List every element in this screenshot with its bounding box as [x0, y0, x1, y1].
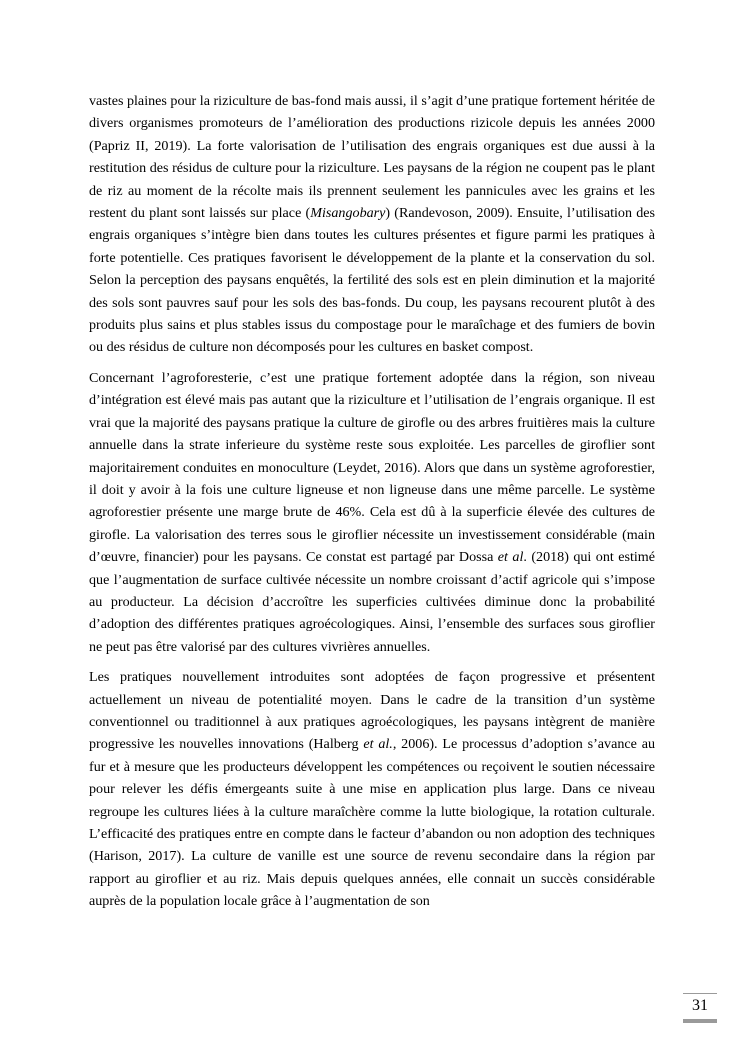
text-run: . (2018) qui ont estimé que l’augmentation de surface cultivée nécessite un nombre croissant d’actif agricole qui s’impose au producteur. La décision d’accroître les superficies cultivées diminue donc la probabilité d’adoption des différentes pratiques agroécologiques. Ainsi, l’ensemble des surfaces sous giroflier ne peut pas être valorisé par des cultures vivrières annuelles. — [89, 549, 656, 655]
text-run: vastes plaines pour la riziculture de bas-fond mais aussi, il s’agit d’une pratique fortement héritée de divers organismes promoteurs de l’amélioration des productions rizicole depuis les années 2000 (Papriz II, 2019). La forte valorisation de l’utilisation des engrais organiques est due aussi à la restitution des résidus de culture pour la riziculture. Les paysans de la région ne coupent pas le plant de riz au moment de la récolte mais ils prennent seulement les pannicules avec les grains et les restent du plant sont laissés sur place ( — [89, 93, 655, 222]
page-number-bar — [683, 1019, 717, 1023]
italic-text-run: Misangobary — [310, 205, 386, 222]
text-run: ) (Randevoson, 2009). Ensuite, l’utilisation des engrais organiques s’intègre bien dans toutes les cultures présentes et figure parmi les pratiques à forte potentielle. Ces pratiques favorisent le développement de la plante et la conservation du sol. Selon la perception des paysans enquêtés, la fertilité des sols est en plein diminution et la majorité des sols sont pauvres sauf pour les sols des bas-fonds. Du coup, les paysans recourent plutôt à des produits plus sains et plus stables issus du compostage pour le maraîchage et des fumiers de bovin ou des résidus de culture non décomposés pour les cultures en basket compost. — [89, 205, 655, 356]
italic-text-run: et al. — [363, 736, 393, 753]
paragraph — [89, 666, 655, 912]
paragraph — [89, 367, 655, 658]
page-number: 31 — [692, 997, 708, 1014]
page-number-box — [683, 993, 717, 1020]
text-run: Les pratiques nouvellement introduites sont adoptées de façon progressive et présentent actuellement un niveau de potentialité moyen. Dans le cadre de la transition d’un système conventionnel ou traditionnel à aux pratiques agroécologiques, les paysans intègrent de manière progressive les nouvelles innovations (Halberg — [89, 669, 655, 753]
italic-text-run: et al — [497, 549, 524, 566]
paragraph — [89, 90, 655, 359]
text-run: Concernant l’agroforesterie, c’est une pratique fortement adoptée dans la région, son niveau d’intégration est élevé mais pas autant que la riziculture et l’utilisation de l’engrais organique. Il est vrai que la majorité des paysans pratique la culture de girofle ou des arbres fruitières mais la culture annuelle dans la strate inferieure du système reste sous exploitée. Les parcelles de giroflier sont majoritairement conduites en monoculture (Leydet, 2016). Alors que dans un système agroforestier, il doit y avoir à la fois une culture ligneuse et non ligneuse dans une même parcelle. Le système agroforestier présente une marge brute de 46%. Cela est dû à la superficie élevée des cultures de girofle. La valorisation des terres sous le giroflier nécessite un investissement considérable (main d’œuvre, financier) pour les paysans. Ce constat est partagé par Dossa — [89, 369, 655, 566]
page-body — [89, 90, 655, 921]
text-run: , 2006). Le processus d’adoption s’avance au fur et à mesure que les producteurs développent les compétences ou reçoivent le soutien nécessaire pour relever les défis émergeants suite à une mise en application plus large. Dans ce niveau regroupe les cultures liées à la culture maraîchère comme la lutte biologique, la rotation culturale. L’efficacité des pratiques entre en compte dans le facteur d’abandon ou non adoption des techniques (Harison, 2017). La culture de vanille est une source de revenu secondaire dans la région par rapport au giroflier et au riz. Mais depuis quelques années, elle connait un succès considérable auprès de la population locale grâce à l’augmentation de son — [89, 736, 655, 910]
